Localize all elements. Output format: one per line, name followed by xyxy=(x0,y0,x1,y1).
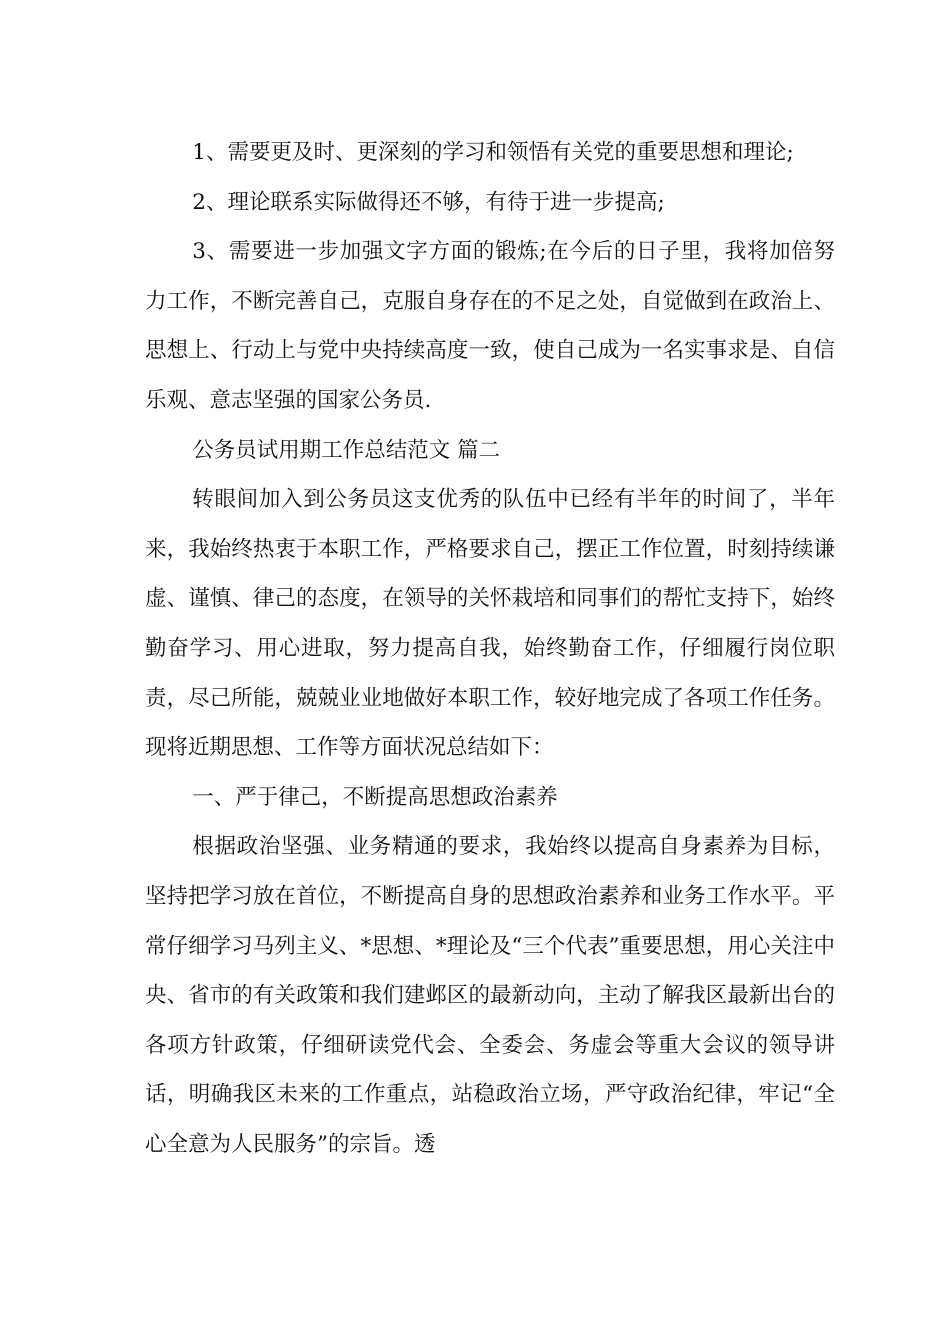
section-heading: 一、严于律己，不断提高思想政治素养 xyxy=(192,784,558,810)
paragraph-study: 根据政治坚强、业务精通的要求，我始终以提高自身素养为目标，坚持把学习放在首位，不断提高自身的思想政治素养和业务工作水平。平常仔细学习马列主义、*思想、*理论及“三个代表”重要思想，用心关注中央、省市的有关政策和我们建邺区的最新动向，主动了解我区最新出台的各项方针政策，仔细研读党代会、全委会、务虚会等重大会议的领导讲话，明确我区未来的工作重点，站稳政治立场，严守政治纪律，牢记“全心全意为人民服务”的宗旨。透 xyxy=(145,834,835,1157)
document-body xyxy=(145,128,835,1169)
paragraph-item-1: 1、需要更及时、更深刻的学习和领悟有关党的重要思想和理论; xyxy=(192,140,794,165)
paragraph-item-3: 3、需要进一步加强文字方面的锻炼;在今后的日子里，我将加倍努力工作，不断完善自己，克服自身存在的不足之处，自觉做到在政治上、思想上、行动上与党中央持续高度一致，使自己成为一名实事求是、自信乐观、意志坚强的国家公务员. xyxy=(145,239,835,413)
paragraph-item-2: 2、理论联系实际做得还不够，有待于进一步提高; xyxy=(192,189,665,215)
paragraph-intro: 转眼间加入到公务员这支优秀的队伍中已经有半年的时间了，半年来，我始终热衷于本职工作，严格要求自己，摆正工作位置，时刻持续谦虚、谨慎、律己的态度，在领导的关怀栽培和同事们的帮忙支持下，始终勤奋学习、用心进取，努力提高自我，始终勤奋工作，仔细履行岗位职责，尽己所能，兢兢业业地做好本职工作，较好地完成了各项工作任务。现将近期思想、工作等方面状况总结如下： xyxy=(145,487,835,761)
section-title: 公务员试用期工作总结范文 篇二 xyxy=(192,437,501,463)
